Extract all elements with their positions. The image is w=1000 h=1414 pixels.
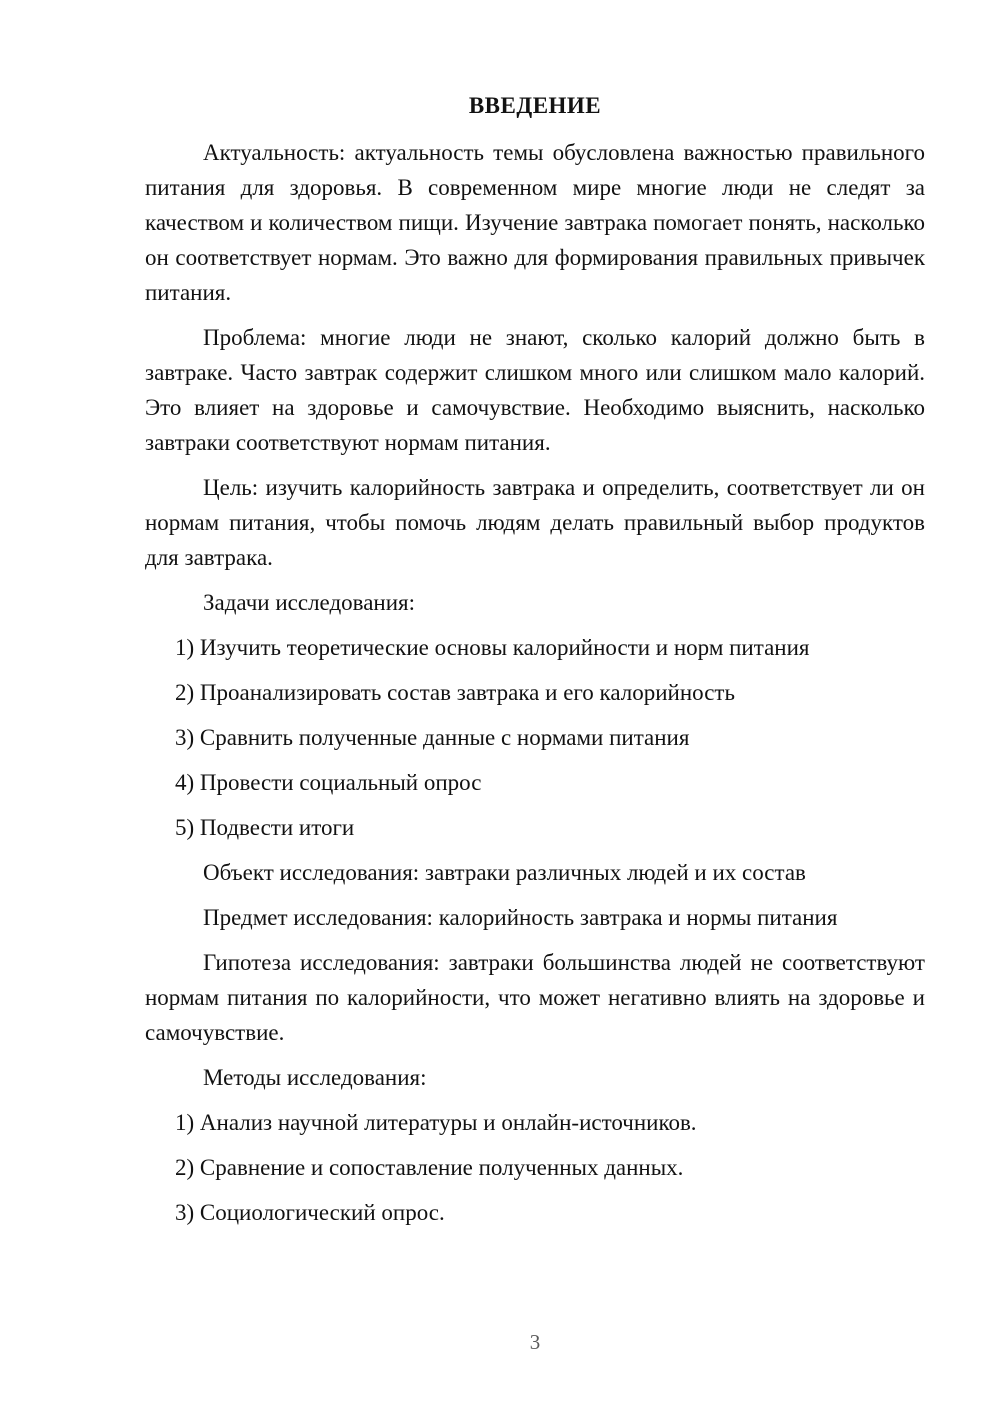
paragraph-subject: Предмет исследования: калорийность завтрака и нормы питания [203,905,838,930]
paragraph-goal: Цель: изучить калорийность завтрака и определить, соответствует ли он нормам питания, чтобы помочь людям делать правильный выбор продуктов для завтрака. [145,475,925,570]
paragraph-object: Объект исследования: завтраки различных людей и их состав [203,860,806,885]
task-item-3: 3) Сравнить полученные данные с нормами питания [175,725,690,750]
task-item-4: 4) Провести социальный опрос [175,770,482,795]
page-title: ВВЕДЕНИЕ [468,93,602,118]
paragraph-problem: Проблема: многие люди не знают, сколько калорий должно быть в завтраке. Часто завтрак содержит слишком много или слишком мало калорий. Это влияет на здоровье и самочувствие. Необходимо выяснить, насколько завтраки соответствуют нормам питания. [145,325,925,455]
methods-heading: Методы исследования: [203,1065,427,1090]
method-item-3: 3) Социологический опрос. [175,1200,445,1225]
paragraph-relevance: Актуальность: актуальность темы обусловлена важностью правильного питания для здоровья. В современном мире многие люди не следят за качеством и количеством пищи. Изучение завтрака помогает понять, насколько он соответствует нормам. Это важно для формирования правильных привычек питания. [145,140,925,305]
method-item-1: 1) Анализ научной литературы и онлайн-источников. [175,1110,697,1135]
task-item-1: 1) Изучить теоретические основы калорийности и норм питания [175,635,810,660]
page-number: 3 [529,1330,541,1354]
paragraph-hypothesis: Гипотеза исследования: завтраки большинства людей не соответствуют нормам питания по калорийности, что может негативно влиять на здоровье и самочувствие. [145,950,925,1045]
task-item-2: 2) Проанализировать состав завтрака и его калорийность [175,680,735,705]
tasks-heading: Задачи исследования: [203,590,416,615]
method-item-2: 2) Сравнение и сопоставление полученных данных. [175,1155,684,1180]
task-item-5: 5) Подвести итоги [175,815,355,840]
